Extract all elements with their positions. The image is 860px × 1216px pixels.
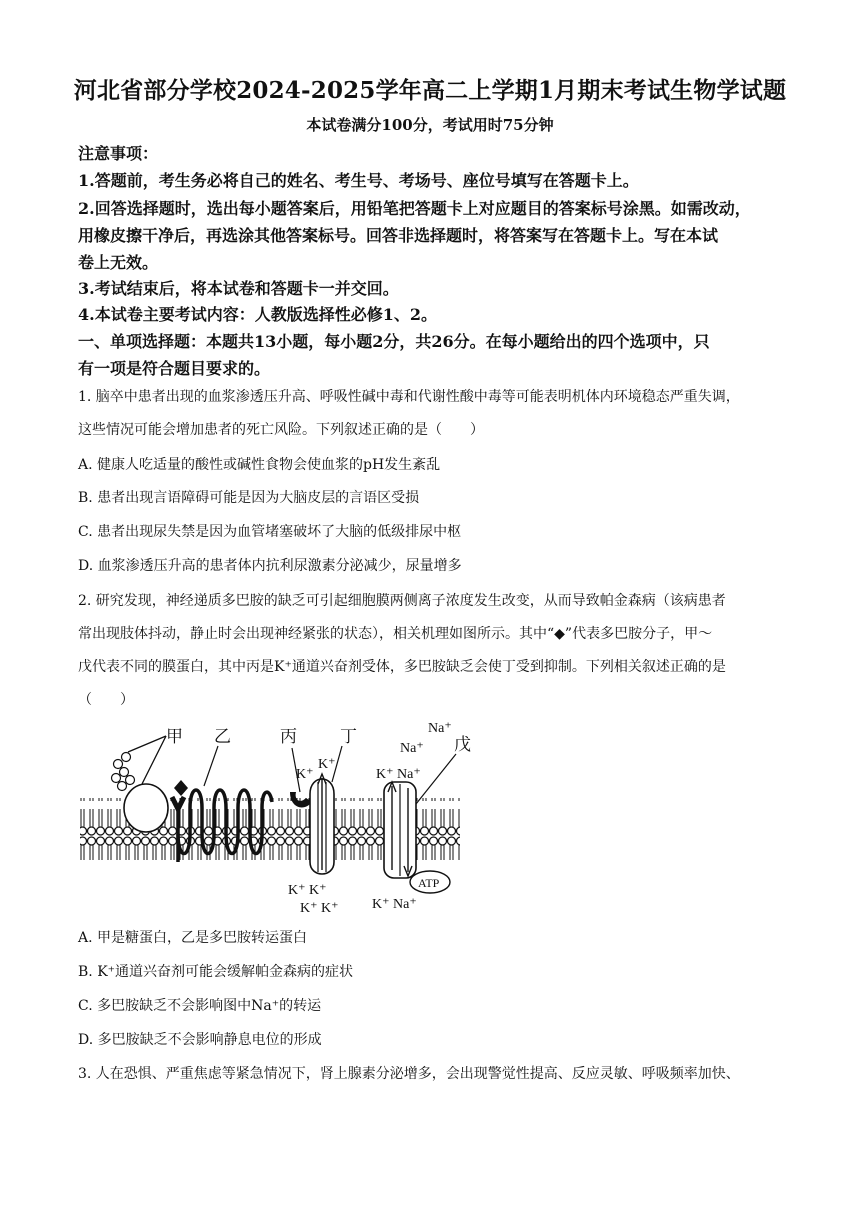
notice-item-1: 1.答题前，考生务必将自己的姓名、考生号、考场号、座位号填写在答题卡上。 xyxy=(78,171,639,190)
exam-info: 本试卷满分100分，考试用时75分钟 xyxy=(306,116,554,134)
q2-option-b: B. K⁺通道兴奋剂可能会缓解帕金森病的症状 xyxy=(78,964,354,980)
k-ion-top-1: K⁺ xyxy=(296,767,314,782)
q1-option-d: D. 血浆渗透压升高的患者体内抗利尿激素分泌减少，尿量增多 xyxy=(78,558,462,574)
q1-stem-line-2: 这些情况可能会增加患者的死亡风险。下列叙述正确的是（ ） xyxy=(78,422,484,438)
label-bing: 丙 xyxy=(280,727,297,746)
q2-option-c: C. 多巴胺缺乏不会影响图中Na⁺的转运 xyxy=(78,998,322,1014)
label-ding: 丁 xyxy=(340,727,357,746)
protein-ding xyxy=(310,774,334,874)
k-ions-bottom-row-2: K⁺ K⁺ xyxy=(300,901,339,916)
section-heading-line-2: 有一项是符合题目要求的。 xyxy=(78,359,271,378)
notice-item-2-line-3: 卷上无效。 xyxy=(78,253,159,272)
q1-stem-line-1: 1. 脑卒中患者出现的血浆渗透压升高、呼吸性碱中毒和代谢性酸中毒等可能表明机体内环境稳态严重失调， xyxy=(78,389,740,405)
k-ion-top-2: K⁺ xyxy=(318,757,336,772)
membrane-diagram xyxy=(78,712,478,920)
section-heading-line-1: 一、单项选择题：本题共13小题，每小题2分，共26分。在每小题给出的四个选项中，只 xyxy=(78,332,710,351)
q2-option-a: A. 甲是糖蛋白，乙是多巴胺转运蛋白 xyxy=(78,930,308,946)
q3-stem-line-1: 3. 人在恐惧、严重焦虑等紧急情况下，肾上腺素分泌增多，会出现警觉性提高、反应灵敏、呼吸频率加快、 xyxy=(78,1066,740,1082)
pointer-wu xyxy=(416,754,456,804)
notice-item-3: 3.考试结束后，将本试卷和答题卡一并交回。 xyxy=(78,279,399,298)
q2-stem-line-2: 常出现肢体抖动，静止时会出现神经紧张的状态），相关机理如图所示。其中“◆”代表多巴胺分子，甲～ xyxy=(78,626,713,642)
notice-item-4: 4.本试卷主要考试内容：人教版选择性必修1、2。 xyxy=(78,305,437,324)
q2-stem-line-1: 2. 研究发现，神经递质多巴胺的缺乏可引起细胞膜两侧离子浓度发生改变，从而导致帕金森病（该病患者 xyxy=(78,593,726,609)
q2-stem-line-3: 戊代表不同的膜蛋白，其中丙是K⁺通道兴奋剂受体，多巴胺缺乏会使丁受到抑制。下列相关叙述正确的是 xyxy=(78,659,726,675)
q1-option-c: C. 患者出现尿失禁是因为血管堵塞破坏了大脑的低级排尿中枢 xyxy=(78,524,462,540)
q2-stem-line-4: （ ） xyxy=(78,692,134,708)
notice-item-2-line-1: 2.回答选择题时，选出每小题答案后，用铅笔把答题卡上对应题目的答案标号涂黑。如需改动， xyxy=(78,199,751,218)
q2-option-d: D. 多巴胺缺乏不会影响静息电位的形成 xyxy=(78,1032,322,1048)
label-jia: 甲 xyxy=(166,727,183,746)
k-na-ions-top: K⁺ Na⁺ xyxy=(376,767,421,782)
atp-label: ATP xyxy=(418,876,440,890)
notice-item-2-line-2: 用橡皮擦干净后，再选涂其他答案标号。回答非选择题时，将答案写在答题卡上。写在本试 xyxy=(78,226,719,245)
label-yi: 乙 xyxy=(214,727,231,746)
label-wu: 戊 xyxy=(454,735,471,754)
page-title: 河北省部分学校2024-2025学年高二上学期1月期末考试生物学试题 xyxy=(73,77,787,104)
q1-option-a: A. 健康人吃适量的酸性或碱性食物会使血浆的pH发生紊乱 xyxy=(78,457,441,473)
pointer-yi xyxy=(204,746,218,786)
na-ion-top-1: Na⁺ xyxy=(428,721,452,736)
na-ion-top-2: Na⁺ xyxy=(400,741,424,756)
q1-option-b: B. 患者出现言语障碍可能是因为大脑皮层的言语区受损 xyxy=(78,490,420,506)
k-ions-bottom-row-1: K⁺ K⁺ xyxy=(288,883,327,898)
notice-heading: 注意事项： xyxy=(78,144,159,163)
k-na-ions-bottom: K⁺ Na⁺ xyxy=(372,897,417,912)
